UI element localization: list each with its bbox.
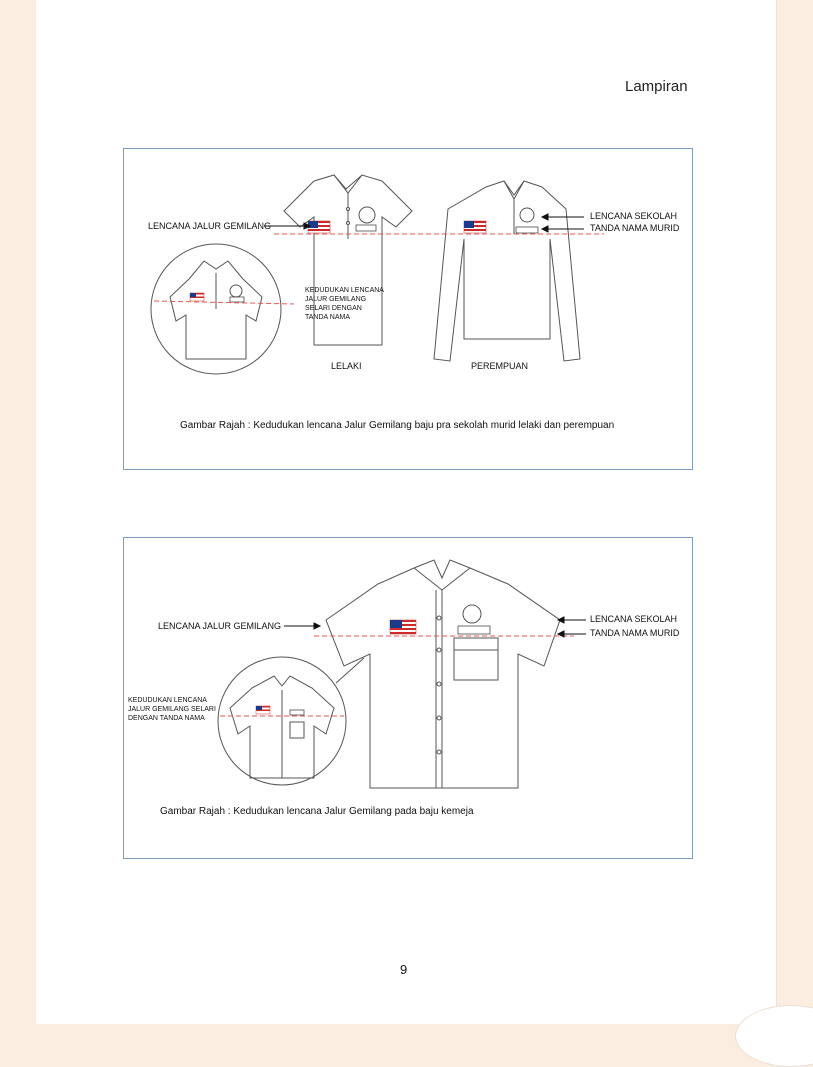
label-tanda-nama-murid: TANDA NAMA MURID [590, 223, 680, 233]
figure-2-caption: Gambar Rajah : Kedudukan lencana Jalur Gemilang pada baju kemeja [160, 806, 474, 817]
name-tag-inset [230, 297, 244, 302]
label-tanda-nama-murid-2: TANDA NAMA MURID [590, 628, 680, 638]
right-margin [776, 0, 813, 1024]
label-lencana-sekolah-2: LENCANA SEKOLAH [590, 614, 678, 624]
note-kedudukan-2: KEDUDUKAN LENCANA JALUR GEMILANG SELARI DENGAN TANDA NAMA [128, 697, 216, 722]
label-lencana-sekolah: LENCANA SEKOLAH [590, 211, 678, 221]
page-header-lampiran: Lampiran [625, 78, 688, 95]
flag-badge-kemeja [390, 620, 416, 634]
long-sleeve-shirt-illustration [434, 181, 580, 361]
label-lelaki: LELAKI [331, 361, 362, 371]
figure-2-box [123, 537, 693, 859]
inset-circle-kemeja [218, 657, 346, 785]
page-number: 9 [400, 962, 408, 977]
name-tag-inset-kemeja [290, 710, 304, 715]
figure-1-box [123, 148, 693, 470]
label-perempuan: PEREMPUAN [471, 361, 529, 371]
inset-circle-polo [151, 244, 281, 374]
flag-badge-polo [308, 221, 330, 233]
kemeja-shirt-illustration [326, 560, 560, 788]
figure-1-caption: Gambar Rajah : Kedudukan lencana Jalur Gemilang baju pra sekolah murid lelaki dan perempuan [180, 420, 615, 431]
label-lencana-jalur-gemilang: LENCANA JALUR GEMILANG [148, 221, 272, 231]
note-kedudukan: KEDUDUKAN LENCANA JALUR GEMILANG SELARI DENGAN TANDA NAMA [305, 287, 384, 321]
name-tag-kemeja [458, 626, 490, 634]
name-tag-long-sleeve [516, 227, 538, 233]
flag-badge-inset-kemeja [256, 706, 270, 714]
label-lencana-jalur-gemilang-2: LENCANA JALUR GEMILANG [158, 621, 282, 631]
flag-badge-inset [190, 293, 204, 301]
flag-badge-long-sleeve [464, 221, 486, 233]
name-tag-polo [356, 225, 376, 231]
